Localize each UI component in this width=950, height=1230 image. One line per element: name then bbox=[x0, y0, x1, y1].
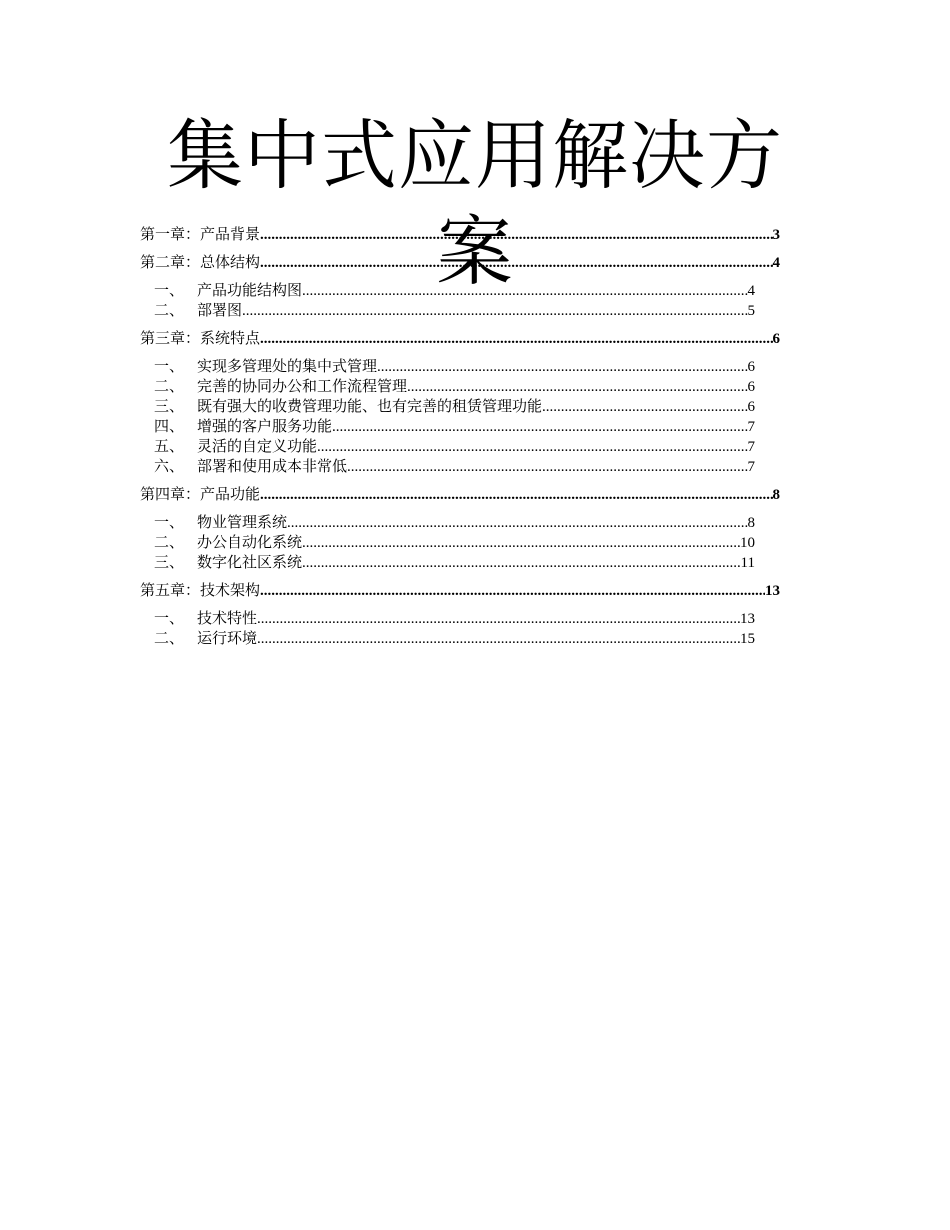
toc-section-number: 一、 bbox=[154, 515, 185, 531]
toc-section-list bbox=[140, 513, 755, 573]
toc-chapter-label: 第二章：总体结构 bbox=[140, 255, 261, 271]
toc-dot-leader bbox=[260, 329, 772, 349]
toc-dot-leader bbox=[317, 437, 747, 457]
toc-chapter-label: 第四章：产品功能 bbox=[140, 487, 261, 503]
toc-section-label: 产品功能结构图 bbox=[197, 283, 303, 299]
document-title: 集中式应用解决方案 bbox=[167, 111, 783, 296]
toc-section[interactable] bbox=[154, 437, 755, 457]
toc-page-number: 10 bbox=[740, 535, 755, 551]
toc-page-number: 15 bbox=[740, 631, 755, 647]
toc-section-label: 增强的客户服务功能 bbox=[197, 419, 333, 435]
toc-section[interactable] bbox=[154, 609, 755, 629]
toc-section-label: 部署图 bbox=[197, 303, 243, 319]
toc-page-number: 6 bbox=[772, 331, 780, 347]
toc-section[interactable] bbox=[154, 301, 755, 321]
toc-section-number: 二、 bbox=[154, 631, 185, 647]
toc-page-number: 8 bbox=[772, 487, 780, 503]
toc-dot-leader bbox=[302, 281, 747, 301]
toc-section-number: 一、 bbox=[154, 359, 185, 375]
toc-section-label: 运行环境 bbox=[197, 631, 258, 647]
toc-section-label: 办公自动化系统 bbox=[197, 535, 303, 551]
toc-dot-leader bbox=[257, 629, 740, 649]
toc-dot-leader bbox=[377, 357, 747, 377]
toc-chapter-label: 第五章：技术架构 bbox=[140, 583, 261, 599]
toc-page-number: 13 bbox=[740, 611, 755, 627]
toc-dot-leader bbox=[332, 417, 747, 437]
toc-section-label: 技术特性 bbox=[197, 611, 258, 627]
toc-chapter-label: 第三章：系统特点 bbox=[140, 331, 261, 347]
toc-section-list bbox=[140, 357, 755, 477]
toc-page-number: 4 bbox=[747, 283, 755, 299]
toc-section-label: 部署和使用成本非常低 bbox=[197, 459, 348, 475]
table-of-contents bbox=[140, 220, 780, 649]
toc-section-number: 三、 bbox=[154, 399, 185, 415]
toc-chapter[interactable] bbox=[140, 225, 780, 245]
toc-page-number: 7 bbox=[747, 439, 755, 455]
toc-section[interactable] bbox=[154, 281, 755, 301]
toc-section-label: 完善的协同办公和工作流程管理 bbox=[197, 379, 408, 395]
toc-section[interactable] bbox=[154, 417, 755, 437]
toc-section-list bbox=[140, 281, 755, 321]
toc-dot-leader bbox=[542, 397, 747, 417]
toc-section[interactable] bbox=[154, 397, 755, 417]
toc-page-number: 6 bbox=[747, 359, 755, 375]
toc-section-number: 二、 bbox=[154, 303, 185, 319]
toc-section-number: 一、 bbox=[154, 283, 185, 299]
toc-dot-leader bbox=[302, 553, 741, 573]
toc-section-number: 二、 bbox=[154, 379, 185, 395]
toc-page-number: 13 bbox=[765, 583, 780, 599]
toc-section[interactable] bbox=[154, 377, 755, 397]
toc-section[interactable] bbox=[154, 553, 755, 573]
toc-chapter[interactable] bbox=[140, 581, 780, 601]
toc-page-number: 11 bbox=[740, 555, 755, 571]
toc-page-number: 6 bbox=[747, 379, 755, 395]
toc-page-number: 5 bbox=[747, 303, 755, 319]
toc-page-number: 4 bbox=[772, 255, 780, 271]
toc-page-number: 7 bbox=[747, 419, 755, 435]
toc-chapter[interactable] bbox=[140, 329, 780, 349]
toc-dot-leader bbox=[302, 533, 740, 553]
toc-dot-leader bbox=[260, 485, 772, 505]
toc-section-label: 实现多管理处的集中式管理 bbox=[197, 359, 378, 375]
toc-section-number: 五、 bbox=[154, 439, 185, 455]
toc-dot-leader bbox=[242, 301, 747, 321]
toc-section[interactable] bbox=[154, 457, 755, 477]
toc-section-number: 二、 bbox=[154, 535, 185, 551]
toc-section-label: 既有强大的收费管理功能、也有完善的租赁管理功能 bbox=[197, 399, 543, 415]
toc-dot-leader bbox=[257, 609, 740, 629]
toc-section-number: 一、 bbox=[154, 611, 185, 627]
toc-section-number: 四、 bbox=[154, 419, 185, 435]
toc-section-label: 数字化社区系统 bbox=[197, 555, 303, 571]
toc-page-number: 6 bbox=[747, 399, 755, 415]
toc-section[interactable] bbox=[154, 513, 755, 533]
toc-section[interactable] bbox=[154, 629, 755, 649]
toc-section-label: 灵活的自定义功能 bbox=[197, 439, 318, 455]
toc-dot-leader bbox=[260, 581, 765, 601]
toc-section-list bbox=[140, 609, 755, 649]
toc-chapter[interactable] bbox=[140, 253, 780, 273]
toc-section-label: 物业管理系统 bbox=[197, 515, 288, 531]
toc-dot-leader bbox=[407, 377, 747, 397]
toc-section-number: 三、 bbox=[154, 555, 185, 571]
toc-page-number: 8 bbox=[747, 515, 755, 531]
toc-page-number: 7 bbox=[747, 459, 755, 475]
toc-chapter-label: 第一章：产品背景 bbox=[140, 227, 261, 243]
toc-dot-leader bbox=[260, 225, 772, 245]
toc-dot-leader bbox=[287, 513, 747, 533]
toc-section-number: 六、 bbox=[154, 459, 185, 475]
toc-chapter[interactable] bbox=[140, 485, 780, 505]
toc-section[interactable] bbox=[154, 357, 755, 377]
toc-page-number: 3 bbox=[772, 227, 780, 243]
toc-section[interactable] bbox=[154, 533, 755, 553]
toc-dot-leader bbox=[347, 457, 747, 477]
toc-dot-leader bbox=[260, 253, 772, 273]
